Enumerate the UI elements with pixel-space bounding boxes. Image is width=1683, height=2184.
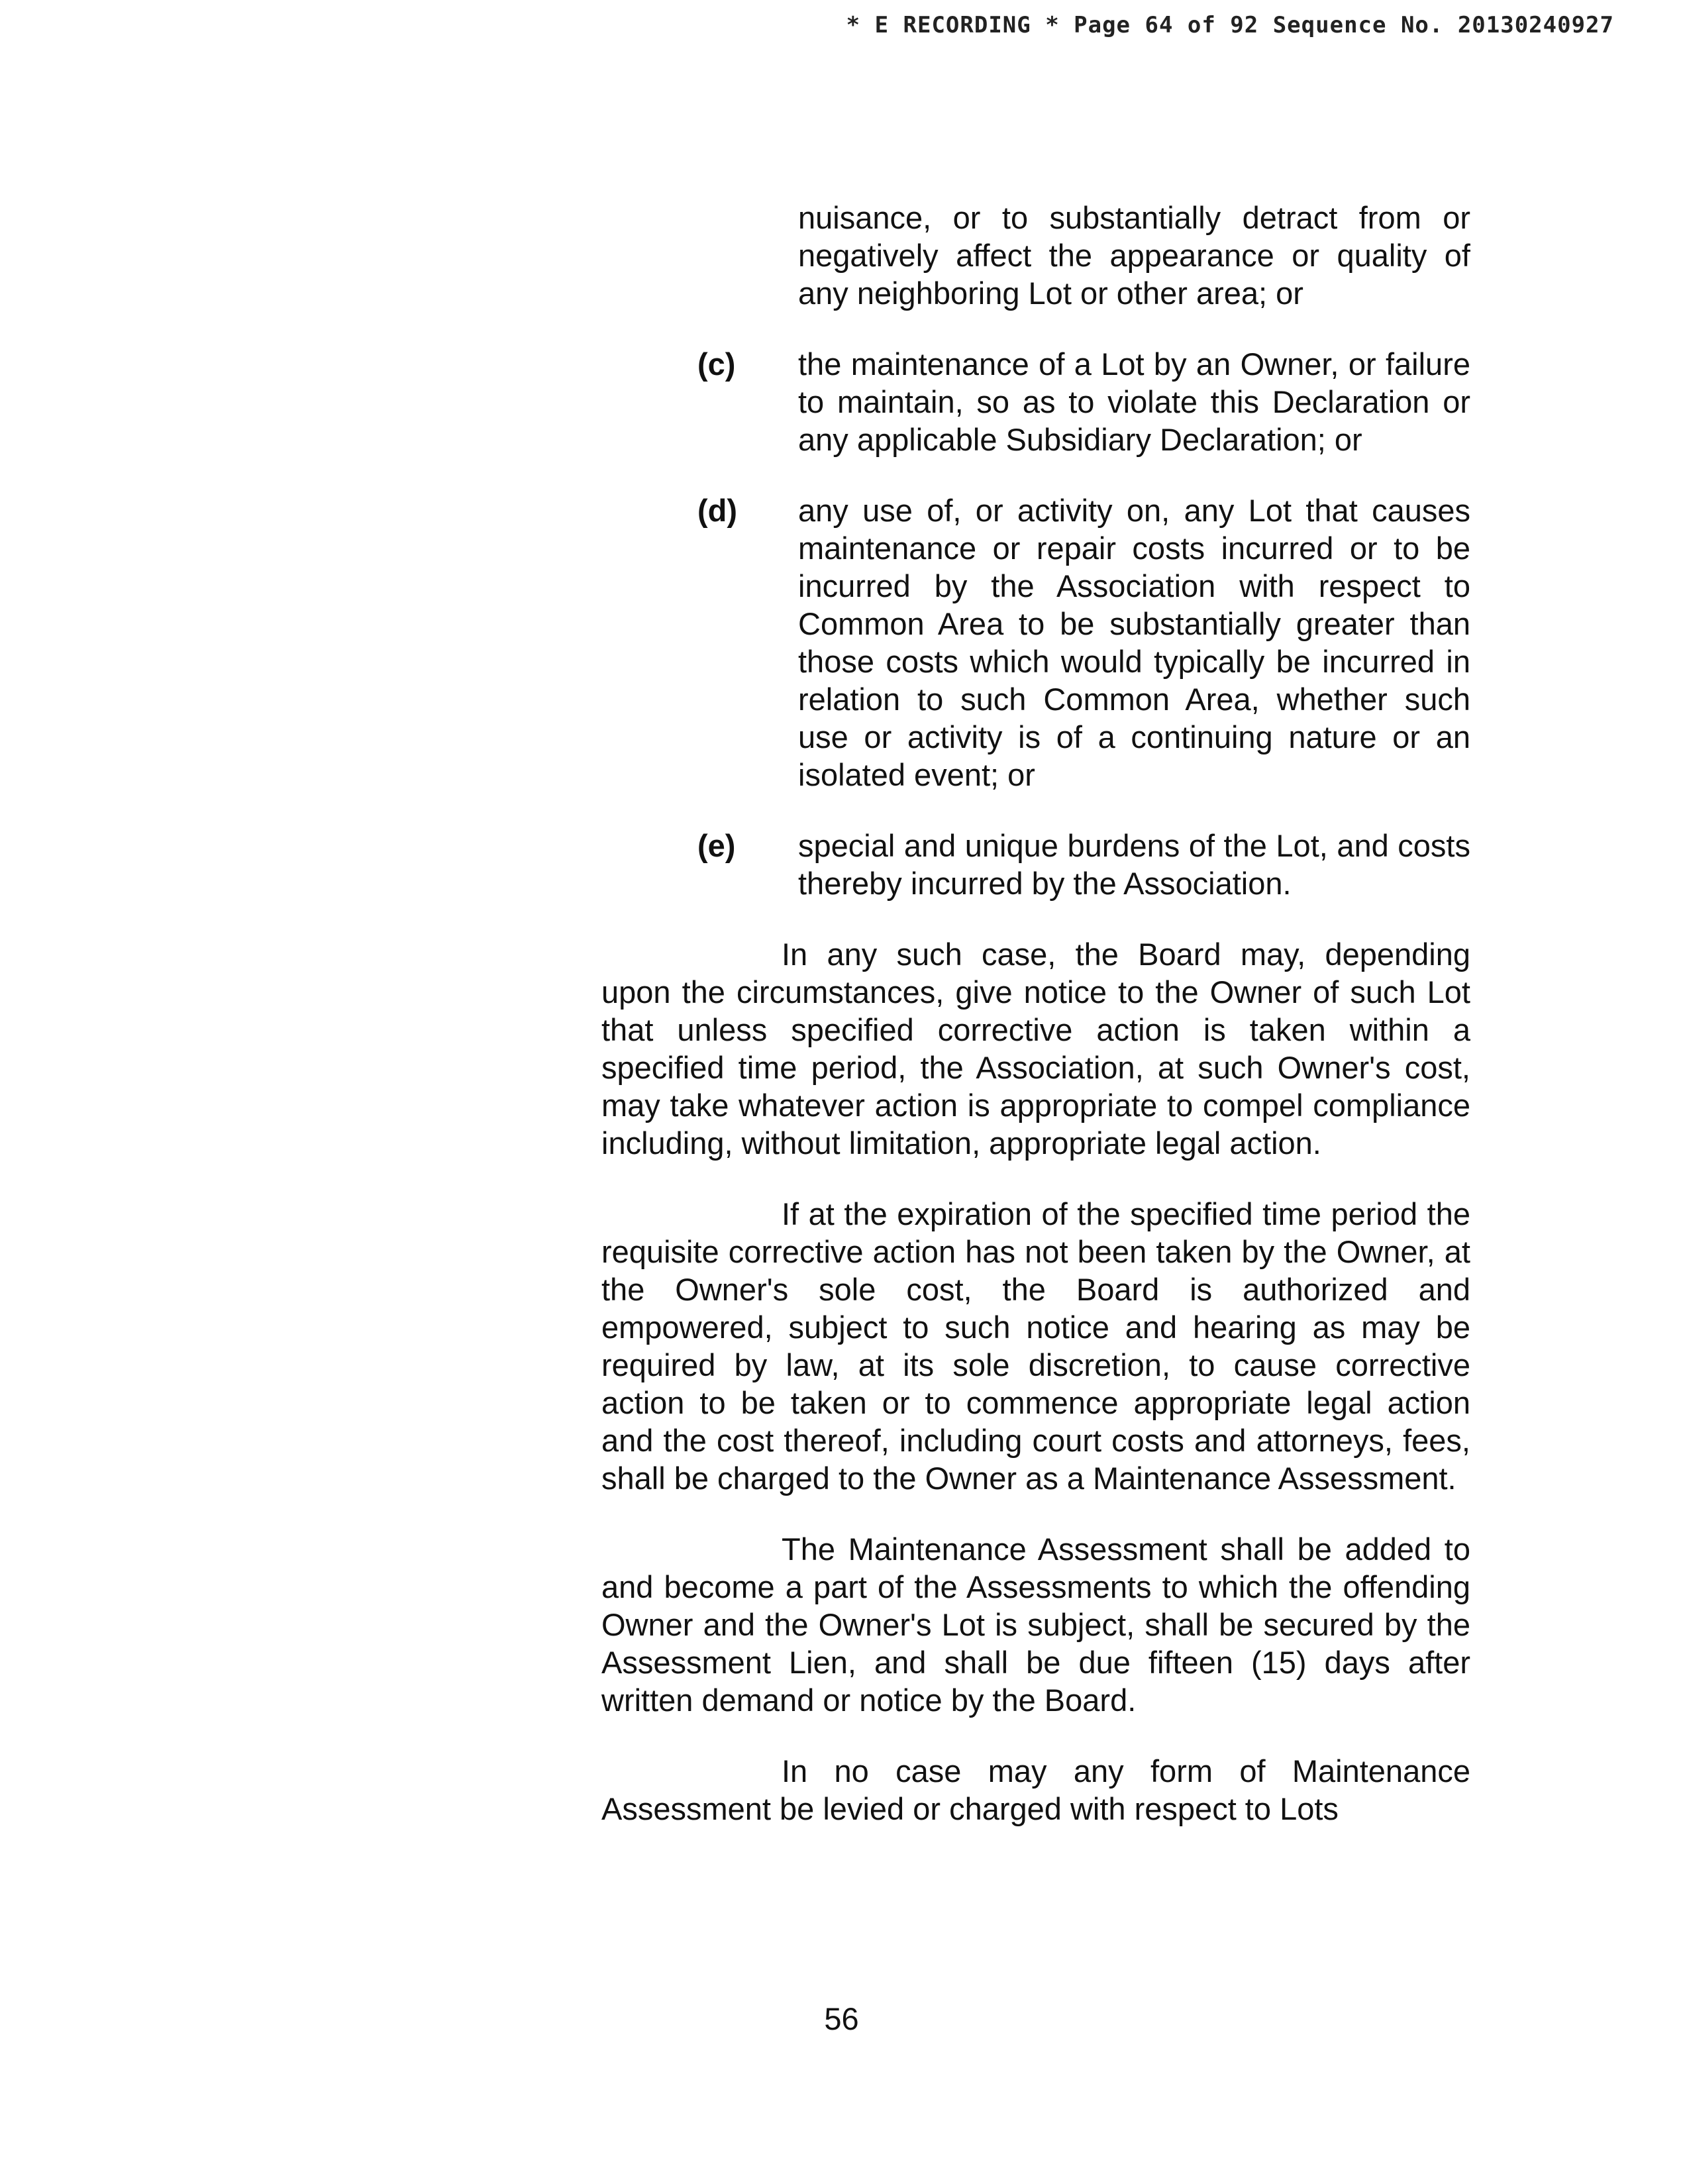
- list-item-text: special and unique burdens of the Lot, and costs thereby incurred by the Association.: [798, 828, 1470, 901]
- page-number-footer: [0, 2001, 1683, 2037]
- list-item-d: [601, 492, 1470, 794]
- list-item-label: (c): [697, 346, 736, 382]
- paragraph-corrective-action: If at the expiration of the specified time period the requisite corrective action has not been taken by the Owner, at the Owner's sole cost, the Board is authorized and empowered, subject to such notice and hearing as may be required by law, at its sole discretion, to cause corrective action to be taken or to commence appropriate legal action and the cost thereof, including court costs and attorneys, fees, shall be charged to the Owner as a Maintenance Assessment.: [601, 1196, 1470, 1496]
- recording-header: * E RECORDING * Page 64 of 92 Sequence No. 20130240927: [846, 12, 1614, 38]
- paragraph-no-assessment: In no case may any form of Maintenance Assessment be levied or charged with respect to Lots: [601, 1753, 1470, 1826]
- list-item-text: the maintenance of a Lot by an Owner, or failure to maintain, so as to violate this Declaration or any applicable Subsidiary Declaration; or: [798, 346, 1470, 457]
- document-body: [601, 199, 1470, 1828]
- list-item-label: (d): [697, 493, 738, 528]
- paragraph-board-notice: In any such case, the Board may, depending upon the circumstances, give notice to the Owner of such Lot that unless specified corrective action is taken within a specified time period, the Association, at such Owner's cost, may take whatever action is appropriate to compel compliance including, without limitation, appropriate legal action.: [601, 937, 1470, 1161]
- list-item-c: [601, 345, 1470, 458]
- continuation-paragraph: nuisance, or to substantially detract from or negatively affect the appearance or quality of any neighboring Lot or other area; or: [798, 200, 1470, 311]
- page-number: 56: [824, 2001, 859, 2036]
- list-item-e: [601, 827, 1470, 902]
- list-item-label: (e): [697, 828, 736, 863]
- list-item-text: any use of, or activity on, any Lot that causes maintenance or repair costs incurred or to be incurred by the Association with respect to Common Area to be substantially greater than those costs which would typically be incurred in relation to such Common Area, whether such use or activity is of a continuing nature or an isolated event; or: [798, 493, 1470, 792]
- paragraph-maintenance-assessment: The Maintenance Assessment shall be added to and become a part of the Assessments to which the offending Owner and the Owner's Lot is subject, shall be secured by the Assessment Lien, and shall be due fifteen (15) days after written demand or notice by the Board.: [601, 1532, 1470, 1718]
